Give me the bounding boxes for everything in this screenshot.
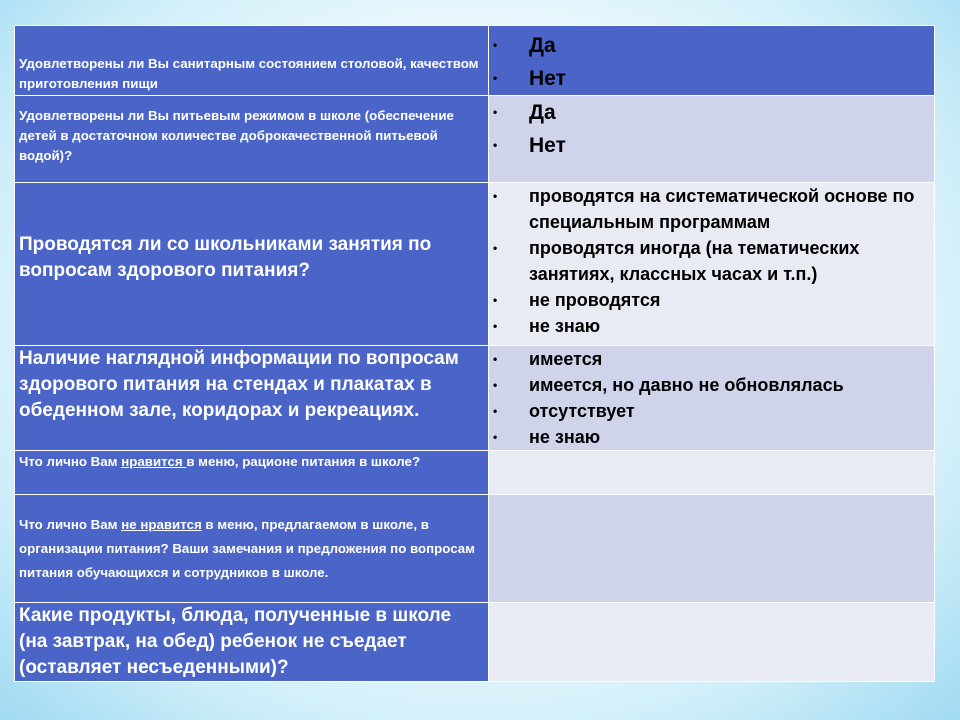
survey-table	[14, 25, 935, 682]
table-row	[15, 183, 935, 346]
option-item: • Да	[489, 96, 934, 129]
table-row	[15, 96, 935, 183]
question-cell	[15, 96, 489, 183]
question-cell	[15, 183, 489, 346]
option-item: • не знаю	[489, 313, 934, 339]
question-text-prefix: Что лично Вам	[19, 516, 122, 532]
question-text: Наличие наглядной информации по вопросам здорового питания на стендах и плакатах в обеденном зале, коридорах и рекреациях.	[19, 348, 459, 421]
question-cell	[15, 603, 489, 682]
answer-cell	[489, 183, 935, 346]
option-item: • проводятся на систематической основе по специальным программам	[489, 183, 934, 235]
question-text-emphasis: нравится	[121, 454, 187, 469]
answer-cell	[489, 346, 935, 451]
options-list	[489, 183, 934, 339]
question-text: Удовлетворены ли Вы питьевым режимом в школе (обеспечение детей в достаточном количестве доброкачественной питьевой водой)?	[19, 108, 454, 163]
options-list	[489, 346, 934, 450]
answer-cell	[489, 495, 935, 603]
options-list	[489, 29, 934, 95]
answer-cell	[489, 603, 935, 682]
table-row	[15, 26, 935, 96]
table-row	[15, 451, 935, 495]
question-cell	[15, 495, 489, 603]
option-item: • имеется	[489, 346, 934, 372]
option-item: • Нет	[489, 129, 934, 162]
question-text-prefix: Что лично Вам	[19, 454, 122, 469]
table-row	[15, 346, 935, 451]
question-text-emphasis: не нравится	[121, 516, 202, 532]
option-item: • не знаю	[489, 424, 934, 450]
option-item: • не проводятся	[489, 287, 934, 313]
question-cell	[15, 26, 489, 96]
question-text-suffix: в меню, предлагаемом в школе, в организации питания? Ваши замечания и предложения по вопросам питания обучающихся и сотрудников в школе.	[19, 516, 476, 580]
answer-cell	[489, 26, 935, 96]
question-text-suffix: в меню, рационе питания в школе?	[186, 454, 421, 469]
answer-cell	[489, 451, 935, 495]
option-item: • отсутствует	[489, 398, 934, 424]
question-cell	[15, 346, 489, 451]
question-cell	[15, 451, 489, 495]
question-text: Удовлетворены ли Вы санитарным состоянием столовой, качеством приготовления пищи	[19, 56, 479, 91]
option-item: • имеется, но давно не обновлялась	[489, 372, 934, 398]
table-row	[15, 495, 935, 603]
option-item: • проводятся иногда (на тематических занятиях, классных часах и т.п.)	[489, 235, 934, 287]
question-text: Проводятся ли со школьниками занятия по вопросам здорового питания?	[19, 233, 432, 281]
option-item: • Нет	[489, 62, 934, 95]
table-row	[15, 603, 935, 682]
answer-cell	[489, 96, 935, 183]
options-list	[489, 96, 934, 162]
option-item: • Да	[489, 29, 934, 62]
question-text: Какие продукты, блюда, полученные в школе (на завтрак, на обед) ребенок не съедает (оставляет несъеденными)?	[19, 605, 452, 678]
